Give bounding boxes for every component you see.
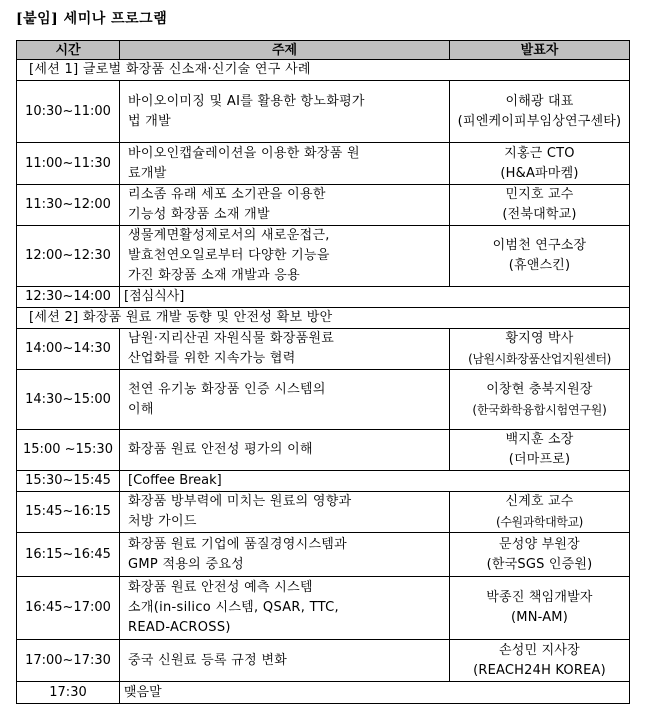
speaker-org: (MN-AM)	[511, 610, 568, 625]
speaker-name: 신계호 교수	[505, 494, 574, 509]
speaker-name: 박종진 책임개발자	[486, 590, 593, 605]
speaker-org: (전북대학교)	[502, 207, 577, 222]
time-cell: 17:00~17:30	[17, 640, 120, 682]
table-row	[17, 185, 630, 226]
speaker-cell	[450, 533, 630, 577]
header-row	[17, 41, 630, 60]
program-table	[16, 40, 630, 704]
speaker-cell	[450, 185, 630, 226]
session-1-label: [세션 1] 글로벌 화장품 신소재·신기술 연구 사례	[17, 60, 630, 81]
topic-cell: 생물계면활성제로서의 새로운접근, 발효천연오일로부터 다양한 기능을 가진 화장품 소재 개발과 응용	[120, 226, 450, 287]
session-row	[17, 60, 630, 81]
speaker-org: (H&A파마켐)	[500, 165, 579, 181]
time-cell: 14:00~14:30	[17, 329, 120, 370]
table-row	[17, 430, 630, 471]
time-cell: 15:30~15:45	[17, 471, 120, 492]
speaker-cell	[450, 640, 630, 682]
table-row	[17, 329, 630, 370]
speaker-org: (REACH24H KOREA)	[473, 662, 606, 678]
speaker-org: (피엔케이피부임상연구센타)	[457, 113, 622, 129]
header-topic: 주제	[120, 41, 450, 60]
speaker-name: 문성양 부원장	[499, 536, 580, 552]
speaker-cell	[450, 430, 630, 471]
topic-cell: 바이오인캡슐레이션을 이용한 화장품 원 료개발	[120, 143, 450, 185]
speaker-cell	[450, 370, 630, 430]
speaker-name: 손성민 지사장	[499, 642, 580, 658]
time-cell: 11:30~12:00	[17, 185, 120, 226]
speaker-org: (더마프로)	[508, 452, 571, 467]
header-time: 시간	[17, 41, 120, 60]
speaker-name: 민지호 교수	[505, 187, 574, 202]
table-row	[17, 577, 630, 640]
table-row	[17, 533, 630, 577]
speaker-cell	[450, 492, 630, 533]
speaker-cell	[450, 81, 630, 143]
topic-cell: 남원·지리산권 자원식물 화장품원료 산업화를 위한 지속가능 협력	[120, 329, 450, 370]
speaker-org: (한국화학융합시험연구원)	[472, 402, 607, 417]
document-title: [붙임] 세미나 프로그램	[16, 11, 168, 27]
table-row	[17, 81, 630, 143]
speaker-org: (한국SGS 인증원)	[486, 556, 593, 572]
closing-label: 맺음말	[120, 682, 630, 704]
header-speaker: 발표자	[450, 41, 630, 60]
time-cell: 10:30~11:00	[17, 81, 120, 143]
time-cell: 16:45~17:00	[17, 577, 120, 640]
table-row	[17, 492, 630, 533]
topic-cell: 바이오이미징 및 AI를 활용한 항노화평가 법 개발	[120, 81, 450, 143]
time-cell: 14:30~15:00	[17, 370, 120, 430]
topic-cell: 화장품 원료 안전성 예측 시스템 소개(in-silico 시스템, QSAR, TTC, READ-ACROSS)	[120, 577, 450, 640]
speaker-cell	[450, 143, 630, 185]
speaker-cell	[450, 577, 630, 640]
coffee-row	[17, 471, 630, 492]
time-cell: 17:30	[17, 682, 120, 704]
coffee-label: [Coffee Break]	[120, 471, 630, 492]
session-2-label: [세션 2] 화장품 원료 개발 동향 및 안전성 확보 방안	[17, 308, 630, 329]
time-cell: 12:30~14:00	[17, 287, 120, 308]
speaker-org: (남원시화장품산업지원센터)	[468, 352, 611, 366]
lunch-label: [점심식사]	[120, 287, 630, 308]
time-cell: 16:15~16:45	[17, 533, 120, 577]
speaker-name: 이창현 충북지원장	[486, 381, 593, 397]
speaker-name: 백지훈 소장	[505, 432, 574, 447]
speaker-name: 이범천 연구소장	[492, 238, 587, 253]
speaker-cell	[450, 226, 630, 287]
time-cell: 12:00~12:30	[17, 226, 120, 287]
session-row	[17, 308, 630, 329]
speaker-name: 지홍근 CTO	[504, 145, 575, 161]
closing-row	[17, 682, 630, 704]
topic-cell: 리소좀 유래 세포 소기관을 이용한 기능성 화장품 소재 개발	[120, 185, 450, 226]
speaker-org: (휴앤스킨)	[508, 258, 571, 273]
topic-cell: 화장품 방부력에 미치는 원료의 영향과 처방 가이드	[120, 492, 450, 533]
time-cell: 11:00~11:30	[17, 143, 120, 185]
table-row	[17, 640, 630, 682]
time-cell: 15:45~16:15	[17, 492, 120, 533]
table-row	[17, 143, 630, 185]
lunch-row	[17, 287, 630, 308]
topic-cell: 중국 신원료 등록 규정 변화	[120, 640, 450, 682]
topic-cell: 화장품 원료 기업에 품질경영시스템과 GMP 적용의 중요성	[120, 533, 450, 577]
time-cell: 15:00 ~15:30	[17, 430, 120, 471]
topic-cell: 천연 유기농 화장품 인증 시스템의 이해	[120, 370, 450, 430]
speaker-cell	[450, 329, 630, 370]
table-row	[17, 226, 630, 287]
speaker-org: (수원과학대학교)	[496, 515, 583, 529]
speaker-name: 이해광 대표	[505, 93, 574, 109]
table-row	[17, 370, 630, 430]
topic-cell: 화장품 원료 안전성 평가의 이해	[120, 430, 450, 471]
speaker-name: 황지영 박사	[505, 331, 574, 346]
